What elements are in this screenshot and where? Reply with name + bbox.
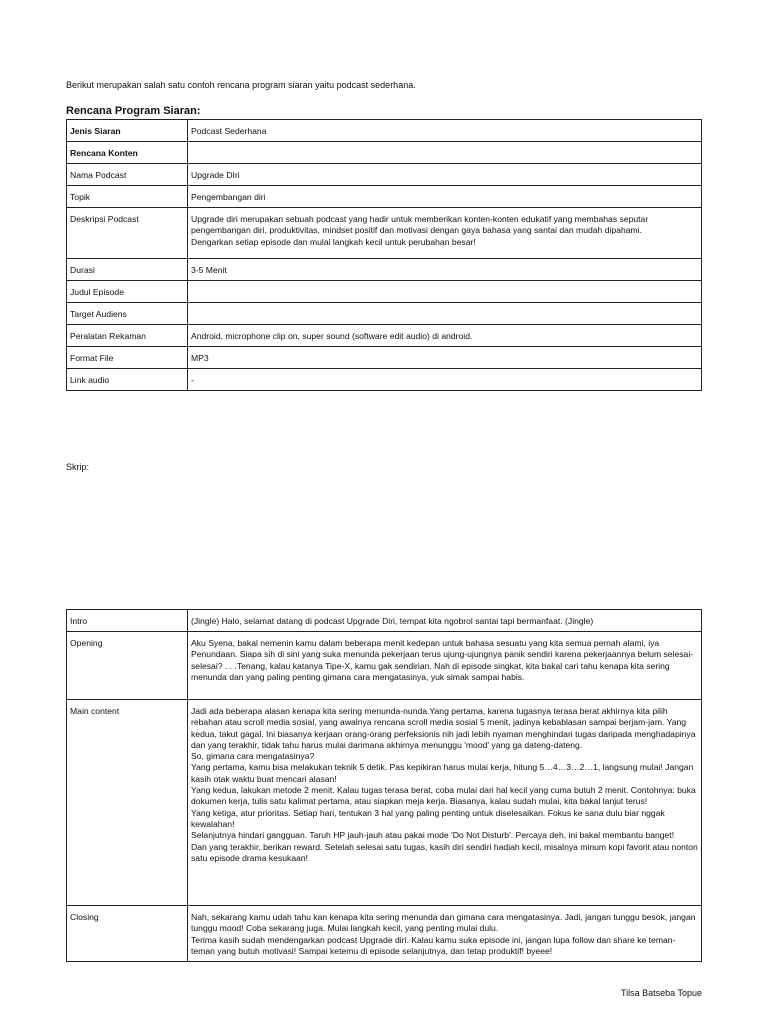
script-row-value: (Jingle) Halo, selamat datang di podcast Upgrade Diri, tempat kita ngobrol santai tapi bermanfaat. (Jingle): [188, 610, 702, 632]
plan-row: [67, 120, 702, 142]
plan-row-label: Deskripsi Podcast: [67, 208, 188, 259]
script-row: [67, 700, 702, 906]
plan-row-value: [188, 281, 702, 303]
plan-row: [67, 325, 702, 347]
plan-heading: Rencana Program Siaran:: [66, 105, 201, 117]
plan-row: [67, 164, 702, 186]
script-row: [67, 610, 702, 632]
plan-row-label: Rencana Konten: [67, 142, 188, 164]
script-row-value: Nah, sekarang kamu udah tahu kan kenapa kita sering menunda dan gimana cara mengatasinya. Jadi, jangan tunggu besok, jangan tunggu mood! Coba sekarang juga. Mulai langkah kecil, yang penting mulai dulu. Terima kasih sudah mendengarkan podcast Upgrade diri. Kalau kamu suka episode ini, jangan lupa follow dan share ke teman-teman yang butuh motivasi! Sampai ketemu di episode selanjutnya, dan tetap produktif! byeee!: [188, 906, 702, 962]
plan-row: [67, 303, 702, 325]
script-row: [67, 632, 702, 700]
script-row-label: Closing: [67, 906, 188, 962]
plan-row-value: Upgrade DIri: [188, 164, 702, 186]
script-label: Skrip:: [66, 462, 90, 472]
plan-row: [67, 208, 702, 259]
plan-row-label: Durasi: [67, 259, 188, 281]
plan-row-value: MP3: [188, 347, 702, 369]
script-row-label: Opening: [67, 632, 188, 700]
plan-row: [67, 281, 702, 303]
intro-text: Berikut merupakan salah satu contoh rencana program siaran yaitu podcast sederhana.: [66, 80, 416, 90]
plan-table: [66, 119, 702, 391]
script-row-label: Main content: [67, 700, 188, 906]
script-row-value: Jadi ada beberapa alasan kenapa kita sering menunda-nunda.Yang pertama, karena tugasnya terasa berat akhirnya kita pilih rebahan atau scroll media sosial, yang awalnya rencana scroll media sosial 5 menit, jadinya kebablasan sampai berjam-jam. Yang kedua, takut gagal. Ini biasanya kerjaan orang-orang perfeksionis nih jadi lebih nyaman menghindari tugas daripada menghadapinya dan yang terakhir, tidak tahu harus mulai darimana akhirnya menunggu 'mood' yang ga dateng-dateng. So, gimana cara mengatasinya? Yang pertama, kamu bisa melakukan teknik 5 detik. Pas kepikiran harus mulai kerja, hitung 5…4…3…2…1, langsung mulai! Jangan kasih otak waktu buat mencari alasan! Yang kedua, lakukan metode 2 menit. Kalau tugas terasa berat, coba mulai dari hal kecil yang cuma butuh 2 menit. Contohnya: buka dokumen kerja, tulis satu kalimat pertama, atau siapkan meja kerja. Biasanya, kalau sudah mulai, kita bakal lanjut terus! Yang ketiga, atur prioritas. Setiap hari, tentukan 3 hal yang paling penting untuk diselesaikan. Fokus ke sana dulu biar nggak kewalahan! Selanjutnya hindari gangguan. Taruh HP jauh-jauh atau pakai mode 'Do Not Disturb'. Percaya deh, ini bakal membantu banget! Dan yang terakhir, berikan reward. Setelah selesai satu tugas, kasih diri sendiri hadiah kecil, misalnya minum kopi favorit atau nonton satu episode drama kesukaan!: [188, 700, 702, 906]
plan-row-label: Target Audiens: [67, 303, 188, 325]
plan-row: [67, 347, 702, 369]
plan-row-value: Upgrade diri merupakan sebuah podcast yang hadir untuk memberikan konten-konten edukatif yang membahas seputar pengembangan diri, produktivitas, mindset positif dan motivasi dengan gaya bahasa yang santai dan mudah dipahami. Dengarkan setiap episode dan mulai langkah kecil untuk perubahan besar!: [188, 208, 702, 259]
plan-row: [67, 369, 702, 391]
plan-row-value: 3-5 Menit: [188, 259, 702, 281]
plan-row-value: Podcast Sederhana: [188, 120, 702, 142]
plan-row-label: Jenis Siaran: [67, 120, 188, 142]
plan-row-label: Judul Episode: [67, 281, 188, 303]
footer-author: Tilsa Batseba Topue: [620, 988, 702, 998]
plan-row: [67, 142, 702, 164]
plan-row-value: Pengembangan diri: [188, 186, 702, 208]
script-table: [66, 609, 702, 962]
plan-row-value: Android, microphone clip on, super sound (software edit audio) di android.: [188, 325, 702, 347]
script-row-label: Intro: [67, 610, 188, 632]
script-row-value: Aku Syena, bakal nemenin kamu dalam beberapa menit kedepan untuk bahasa sesuatu yang kita semua pernah alami, iya Penundaan. Siapa sih di sini yang suka menunda pekerjaan terus ujung-ujungnya panik sendiri karena pekerjaannya belum selesai-selesai? . . .Tenang, kalau katanya Tipe-X, kamu gak sendirian. Nah di episode singkat, kita bakal cari tahu kenapa kita sering menunda dan yang paling penting gimana cara mengatasinya, yuk simak sampai habis.: [188, 632, 702, 700]
plan-row-value: [188, 303, 702, 325]
plan-row-label: Peralatan Rekaman: [67, 325, 188, 347]
plan-row-value: [188, 142, 702, 164]
plan-row: [67, 186, 702, 208]
plan-row-label: Topik: [67, 186, 188, 208]
plan-row-label: Link audio: [67, 369, 188, 391]
plan-row-value: -: [188, 369, 702, 391]
plan-row-label: Format File: [67, 347, 188, 369]
script-row: [67, 906, 702, 962]
plan-row-label: Nama Podcast: [67, 164, 188, 186]
plan-row: [67, 259, 702, 281]
